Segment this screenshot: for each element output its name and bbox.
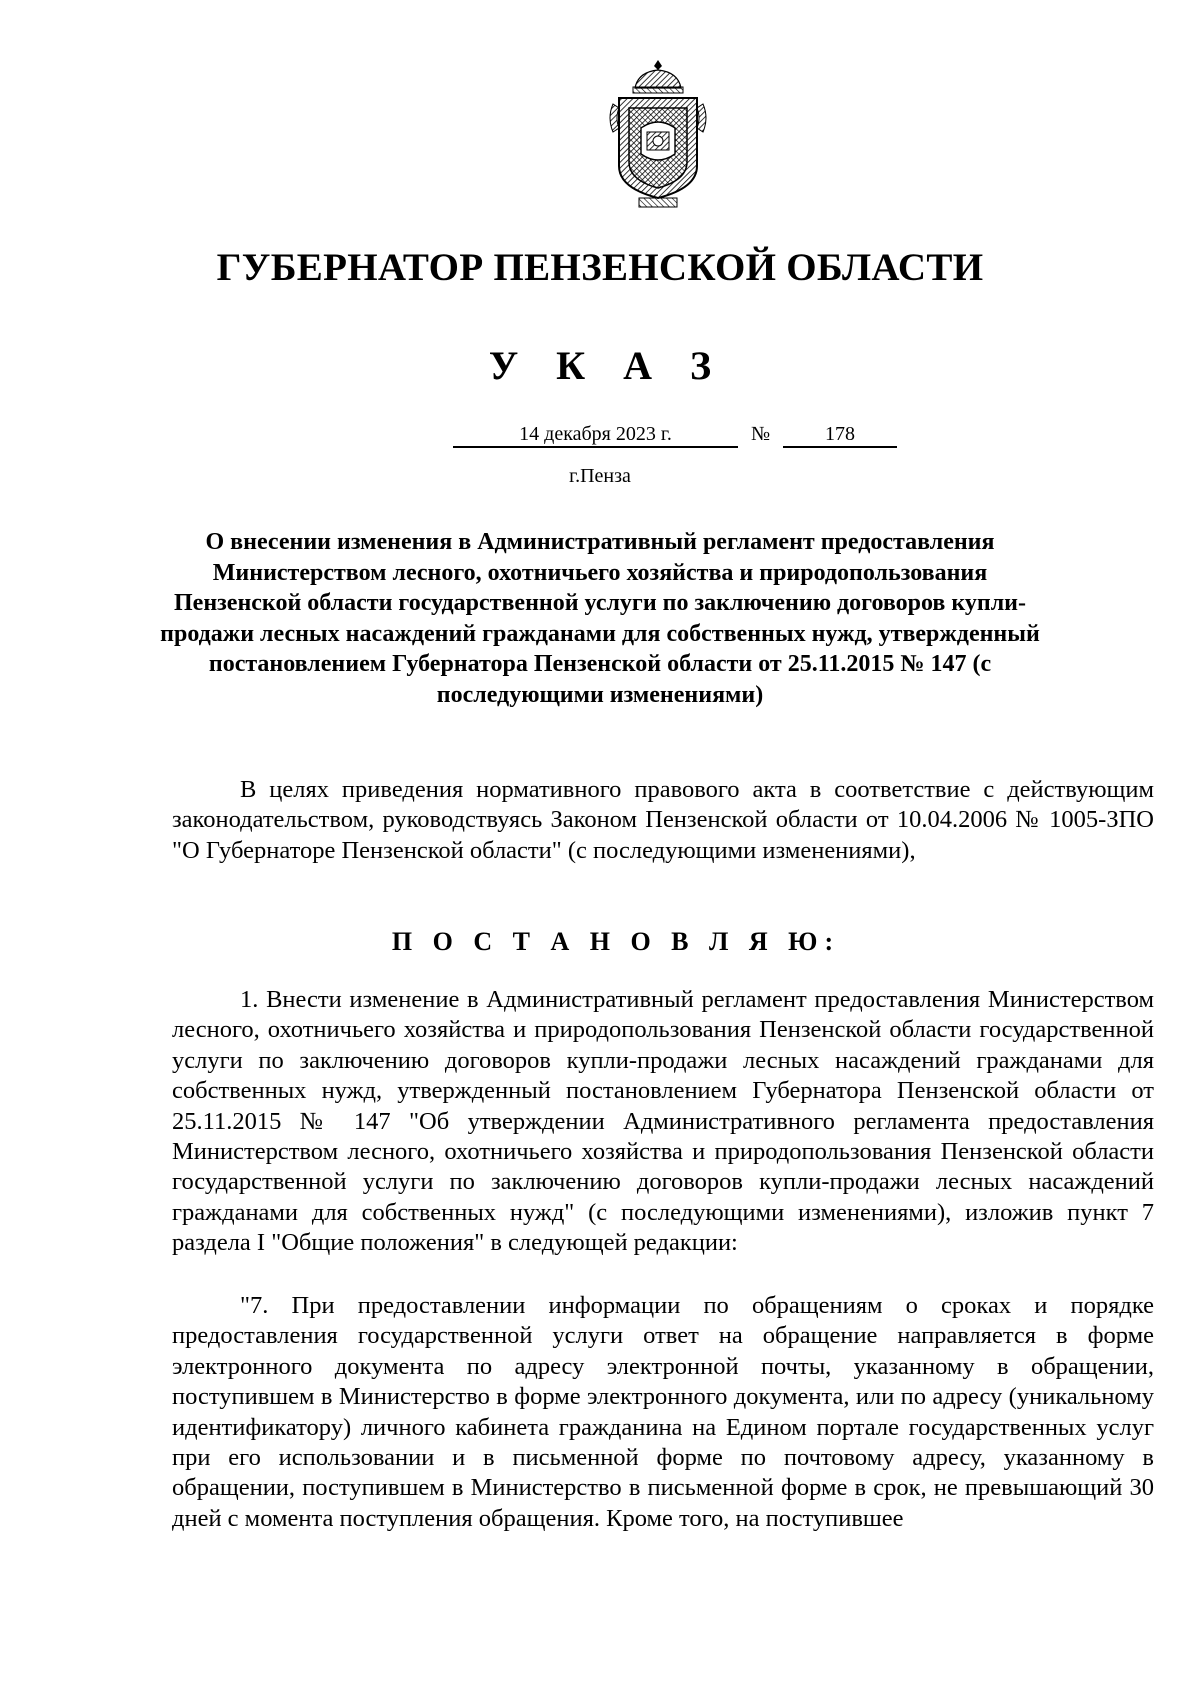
authority-title: ГУБЕРНАТОР ПЕНЗЕНСКОЙ ОБЛАСТИ bbox=[216, 246, 984, 289]
document-number: 178 bbox=[783, 420, 897, 448]
document-type: У К А З bbox=[488, 343, 726, 388]
decree-heading: П О С Т А Н О В Л Я Ю: bbox=[391, 927, 841, 956]
number-sign: № bbox=[751, 423, 771, 445]
preamble-paragraph: В целях приведения нормативного правового акта в соответствие с действующим законодательством, руководствуясь Законом Пензенской области от 10.04.2006 № 1005-ЗПО "О Губернаторе Пензенской области" (с последующими изменениями), bbox=[172, 776, 1154, 864]
body-paragraph-2: "7. При предоставлении информации по обращениям о сроках и порядке предоставления государственной услуги ответ на обращение направляется в форме электронного документа по адресу электронной почты, указанному в обращении, поступившем в Министерство в форме электронного документа, или по адресу (уникальному идентификатору) личного кабинета гражданина на Едином портале государственных услуг при его использовании и в письменной форме по почтовому адресу, указанному в обращении, поступившем в Министерство в письменной форме в срок, не превышающий 30 дней с момента поступления обращения. Кроме того, на поступившее bbox=[172, 1292, 1154, 1532]
body-paragraph-1: 1. Внести изменение в Административный регламент предоставления Министерством лесного, охотничьего хозяйства и природопользования Пензенской области государственной услуги по заключению договоров купли-продажи лесных насаждений гражданами для собственных нужд, утвержденный постановлением Губернатора Пензенской области от 25.11.2015 № 147 "Об утверждении Административного регламента предоставления Министерством лесного, охотничьего хозяйства и природопользования Пензенской области государственной услуги по заключению договоров купли-продажи лесных насаждений гражданами для собственных нужд" (с последующими изменениями), изложив пункт 7 раздела I "Общие положения" в следующей редакции: bbox=[172, 986, 1154, 1257]
document-title: О внесении изменения в Административный регламент предоставления Министерством лесного, охотничьего хозяйства и природопользования Пензенской области государственной услуги по заключению договоров купли-продажи лесных насаждений гражданами для собственных нужд, утвержденный постановлением Губернатора Пензенской области от 25.11.2015 № 147 (с последующими изменениями) bbox=[160, 529, 1040, 708]
document-date: 14 декабря 2023 г. bbox=[453, 420, 738, 448]
document-city: г.Пенза bbox=[569, 465, 631, 487]
coat-of-arms-emblem bbox=[605, 58, 711, 210]
